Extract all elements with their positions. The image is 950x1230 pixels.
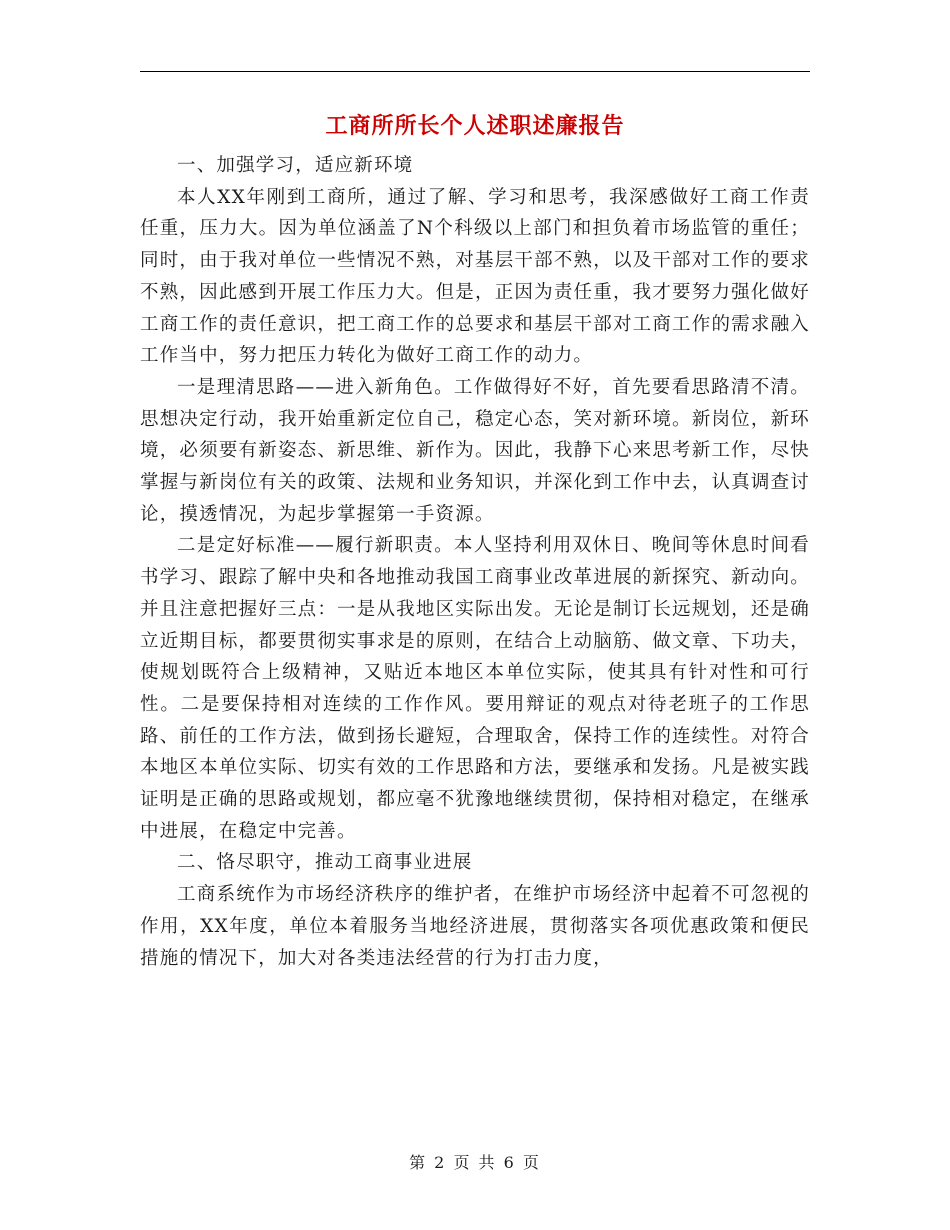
paragraph: 一是理清思路——进入新角色。工作做得好不好，首先要看思路清不清。思想决定行动，我开始重新定位自己，稳定心态，笑对新环境。新岗位，新环境，必须要有新姿态、新思维、新作为。因此，我静下心来思考新工作，尽快掌握与新岗位有关的政策、法规和业务知识，并深化到工作中去，认真调查讨论，摸透情况，为起步掌握第一手资源。 bbox=[140, 376, 810, 525]
section-heading-2: 二、恪尽职守，推动工商事业进展 bbox=[177, 852, 473, 874]
header-rule bbox=[140, 71, 810, 72]
page-label-suffix: 页 bbox=[522, 1153, 541, 1172]
section-heading-1: 一、加强学习，适应新环境 bbox=[177, 155, 414, 176]
page-label-mid: 页 共 bbox=[453, 1153, 497, 1172]
page-footer bbox=[0, 1150, 950, 1173]
document-body bbox=[140, 150, 810, 974]
document-title: 工商所所长个人述职述廉报告 bbox=[325, 113, 625, 139]
total-pages-number: 6 bbox=[503, 1153, 516, 1172]
page-label-prefix: 第 bbox=[409, 1153, 428, 1172]
paragraph: 二是定好标准——履行新职责。本人坚持利用双休日、晚间等休息时间看书学习、跟踪了解中央和各地推动我国工商事业改革进展的新探究、新动向。并且注意把握好三点：一是从我地区实际出发。无论是制订长远规划，还是确立近期目标，都要贯彻实事求是的原则，在结合上动脑筋、做文章、下功夫，使规划既符合上级精神，又贴近本地区本单位实际，使其具有针对性和可行性。二是要保持相对连续的工作作风。要用辩证的观点对待老班子的工作思路、前任的工作方法，做到扬长避短，合理取舍，保持工作的连续性。对符合本地区本单位实际、切实有效的工作思路和方法，要继承和发扬。凡是被实践证明是正确的思路或规划，都应毫不犹豫地继续贯彻，保持相对稳定，在继承中进展，在稳定中完善。 bbox=[140, 535, 810, 842]
paragraph: 工商系统作为市场经济秩序的维护者，在维护市场经济中起着不可忽视的作用，XX年度，单位本着服务当地经济进展，贯彻落实各项优惠政策和便民措施的情况下，加大对各类违法经营的行为打击力度， bbox=[140, 884, 810, 969]
current-page-number: 2 bbox=[434, 1153, 447, 1172]
paragraph: 本人XX年刚到工商所，通过了解、学习和思考，我深感做好工商工作责任重，压力大。因为单位涵盖了N个科级以上部门和担负着市场监管的重任；同时，由于我对单位一些情况不熟，对基层干部不熟，以及干部对工作的要求不熟，因此感到开展工作压力大。但是，正因为责任重，我才要努力强化做好工商工作的责任意识，把工商工作的总要求和基层干部对工商工作的需求融入工作当中，努力把压力转化为做好工商工作的动力。 bbox=[140, 186, 810, 367]
